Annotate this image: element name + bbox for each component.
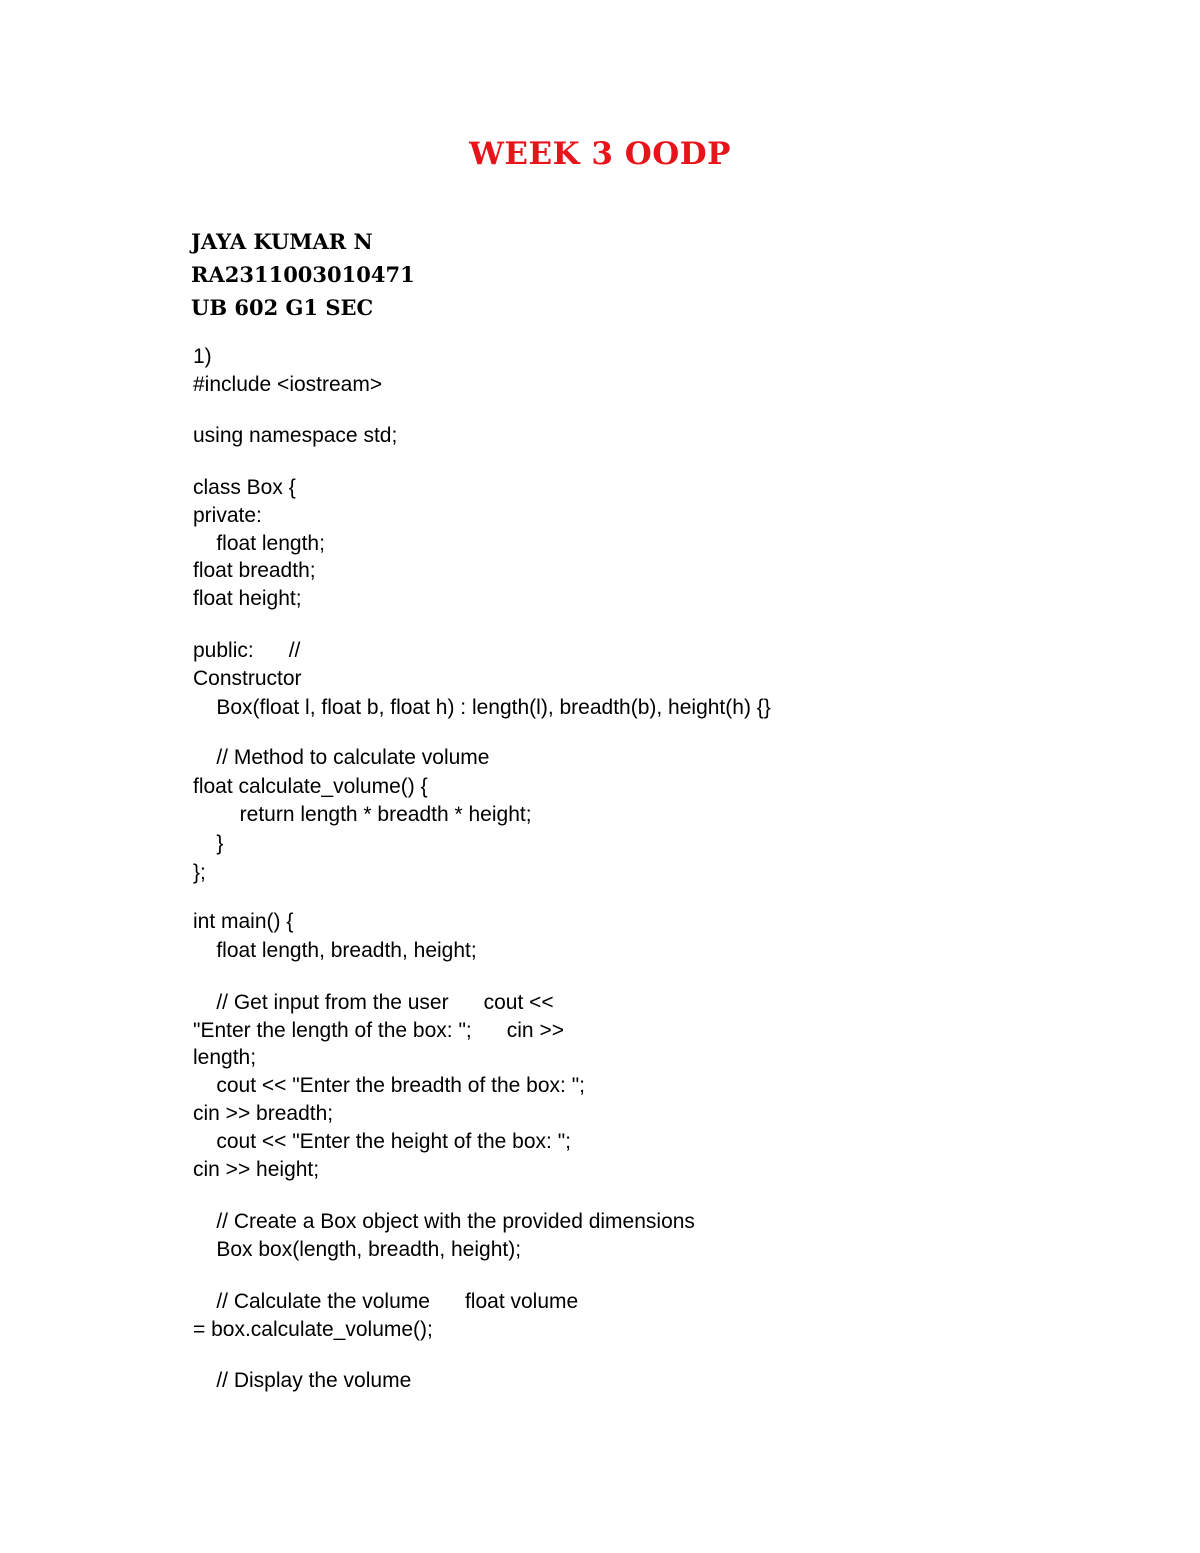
code-line: return length * breadth * height; [193, 803, 532, 826]
author-reg-number: RA2311003010471 [191, 262, 415, 287]
author-name: JAYA KUMAR N [191, 229, 373, 254]
code-line: // Display the volume [193, 1369, 412, 1392]
code-line: private: [193, 504, 262, 527]
code-line: = box.calculate_volume(); [193, 1318, 433, 1341]
code-line: public: // [193, 639, 301, 662]
code-line: #include <iostream> [193, 373, 383, 396]
code-line: Constructor [193, 667, 302, 690]
document-title: WEEK 3 OODP [469, 136, 731, 172]
code-line: Box box(length, breadth, height); [193, 1238, 522, 1261]
code-line: cout << "Enter the height of the box: "; [193, 1130, 571, 1153]
code-line: }; [193, 861, 206, 884]
code-line: float length; [193, 532, 325, 555]
code-line: float calculate_volume() { [193, 775, 428, 798]
code-line: float length, breadth, height; [193, 939, 477, 962]
code-line: class Box { [193, 476, 296, 499]
code-line: length; [193, 1046, 257, 1069]
code-line: cin >> breadth; [193, 1102, 334, 1125]
code-line: using namespace std; [193, 424, 398, 447]
code-line: cout << "Enter the breadth of the box: "; [193, 1074, 585, 1097]
code-line: cin >> height; [193, 1158, 320, 1181]
code-line: float breadth; [193, 559, 316, 582]
code-line: // Method to calculate volume [193, 746, 490, 769]
code-line: // Calculate the volume float volume [193, 1290, 579, 1313]
code-line: // Get input from the user cout << [193, 991, 554, 1014]
code-line: } [193, 832, 224, 855]
code-line: int main() { [193, 910, 294, 933]
code-line: // Create a Box object with the provided dimensions [193, 1210, 695, 1233]
author-section: UB 602 G1 SEC [191, 295, 374, 320]
code-line: float height; [193, 587, 302, 610]
code-line: 1) [193, 345, 212, 368]
code-line: "Enter the length of the box: "; cin >> [193, 1019, 564, 1042]
code-line: Box(float l, float b, float h) : length(l), breadth(b), height(h) {} [193, 696, 771, 719]
